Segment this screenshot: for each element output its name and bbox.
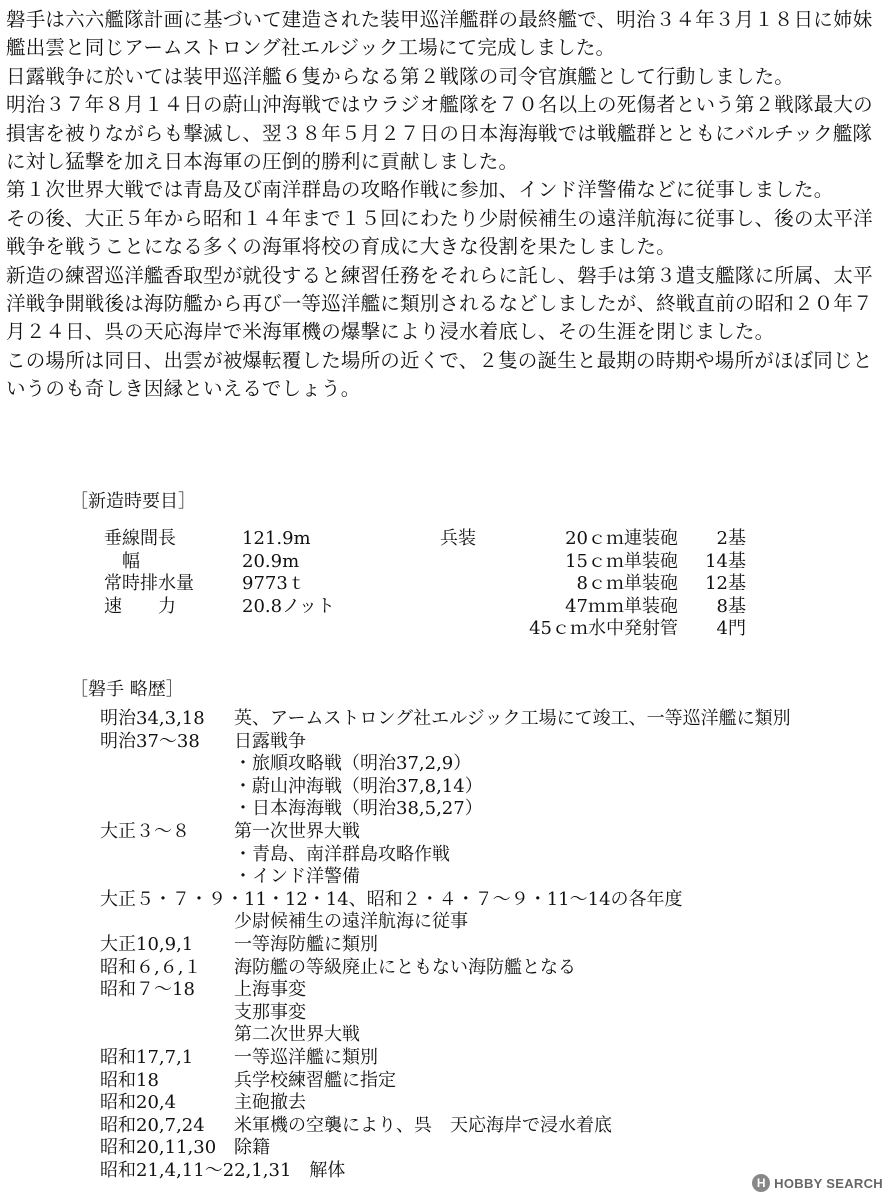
history-row bbox=[100, 1115, 791, 1138]
history-date: 昭和20,7,24 bbox=[100, 1114, 205, 1136]
history-date bbox=[100, 1024, 234, 1047]
history-event: ・蔚山沖海戦（明治37,8,14） bbox=[234, 775, 483, 797]
intro-paragraph-6: 新造の練習巡洋艦香取型が就役すると練習任務をそれらに託し、磐手は第３遣支艦隊に所属、太平洋戦争開戦後は海防艦から再び一等巡洋艦に類別されるなどしましたが、終戦直前の昭和２０年７月２４日、呉の天応海岸で米海軍機の爆撃により浸水着底し、その生涯を閉じました。 bbox=[6, 263, 873, 344]
history-date bbox=[100, 798, 234, 821]
armament-item: 20ｃｍ連装砲 bbox=[565, 528, 678, 549]
history-event: ・青島、南洋群島攻略作戦 bbox=[234, 843, 450, 865]
history-date bbox=[100, 776, 234, 799]
watermark bbox=[752, 1172, 883, 1194]
history-row bbox=[100, 934, 791, 957]
armament-table bbox=[440, 528, 750, 641]
history-event: 少尉候補生の遠洋航海に従事 bbox=[234, 911, 468, 933]
hobby-search-logo-icon: H bbox=[752, 1174, 770, 1192]
history-row bbox=[100, 753, 791, 776]
history-date: 大正３～８ bbox=[100, 820, 190, 842]
armament-row bbox=[440, 551, 750, 574]
spec-row-displacement bbox=[104, 573, 335, 596]
history-row bbox=[100, 911, 791, 934]
history-row bbox=[100, 1137, 791, 1160]
history-row bbox=[100, 1160, 791, 1183]
armament-item: 8ｃｍ単装砲 bbox=[576, 573, 678, 594]
history-row bbox=[100, 1070, 791, 1093]
history-date: 大正５・７・９・11・12・14、昭和２・４・７～９・11～14の各年度 bbox=[100, 888, 683, 910]
watermark-text: HOBBY SEARCH bbox=[774, 1175, 883, 1191]
history-row bbox=[100, 957, 791, 980]
history-row bbox=[100, 708, 791, 731]
spec-label: 速 力 bbox=[104, 595, 176, 617]
history-row bbox=[100, 1092, 791, 1115]
history-title: ［磐手 略歴］ bbox=[70, 679, 184, 700]
history-event: ・インド洋警備 bbox=[234, 866, 360, 888]
intro-text bbox=[6, 6, 886, 404]
history-date bbox=[100, 911, 234, 934]
intro-paragraph-2: 日露戦争に於いては装甲巡洋艦６隻からなる第２戦隊の司令官旗艦として行動しました。 bbox=[6, 64, 795, 88]
spec-row-speed bbox=[104, 596, 335, 619]
history-date: 昭和20,11,30 bbox=[100, 1137, 217, 1159]
history-row bbox=[100, 979, 791, 1002]
history-event: ・旅順攻略戦（明治37,2,9） bbox=[234, 753, 472, 775]
armament-row bbox=[440, 596, 750, 619]
intro-paragraph-1: 磐手は六六艦隊計画に基づいて建造された装甲巡洋艦群の最終艦で、明治３４年３月１８日に姉妹艦出雲と同じアームストロング社エルジック工場にて完成しました。 bbox=[6, 8, 873, 60]
spec-label: 幅 bbox=[104, 550, 140, 572]
spec-value: 20.9m bbox=[242, 550, 300, 572]
history-row bbox=[100, 1002, 791, 1025]
spec-row-beam bbox=[104, 551, 335, 574]
history-date: 昭和６,６,１ bbox=[100, 956, 202, 978]
specs-table bbox=[104, 528, 335, 618]
spec-label: 常時排水量 bbox=[104, 573, 194, 594]
armament-count: 4門 bbox=[716, 618, 746, 639]
history-event: ・日本海海戦（明治38,5,27） bbox=[234, 798, 483, 820]
history-row bbox=[100, 866, 791, 889]
history-row bbox=[100, 844, 791, 867]
history-event: 英、アームストロング社エルジック工場にて竣工、一等巡洋艦に類別 bbox=[234, 708, 791, 729]
history-row bbox=[100, 1047, 791, 1070]
history-row bbox=[100, 776, 791, 799]
history-date: 大正10,9,1 bbox=[100, 933, 194, 955]
armament-count: 8基 bbox=[716, 595, 746, 617]
history-event: 米軍機の空襲により、呉 天応海岸で浸水着底 bbox=[234, 1114, 612, 1136]
history-date bbox=[100, 844, 234, 867]
history-event: 上海事変 bbox=[234, 979, 306, 1001]
spec-value: 20.8ノット bbox=[242, 595, 335, 617]
history-event: 一等海防艦に類別 bbox=[234, 933, 378, 955]
history-date: 昭和17,7,1 bbox=[100, 1046, 194, 1068]
intro-paragraph-7: この場所は同日、出雲が被爆転覆した場所の近くで、２隻の誕生と最期の時期や場所がほぼ同じというのも奇しき因縁といえるでしょう。 bbox=[6, 348, 873, 401]
armament-row bbox=[440, 618, 750, 641]
armament-row bbox=[440, 528, 750, 551]
armament-count: 14基 bbox=[705, 550, 746, 572]
intro-paragraph-5: その後、大正５年から昭和１４年まで１５回にわたり少尉候補生の遠洋航海に従事し、後の太平洋戦争を戦うことになる多くの海軍将校の育成に大きな役割を果たしました。 bbox=[6, 206, 873, 259]
history-date: 昭和21,4,11～22,1,31 解体 bbox=[100, 1159, 346, 1181]
history-row bbox=[100, 798, 791, 821]
armament-item: 47ｍｍ単装砲 bbox=[565, 595, 678, 617]
armament-item: 45ｃｍ水中発射管 bbox=[529, 618, 678, 639]
armament-label: 兵装 bbox=[440, 528, 476, 549]
intro-paragraph-3: 明治３７年８月１４日の蔚山沖海戦ではウラジオ艦隊を７０名以上の死傷者という第２戦隊最大の損害を被りながらも撃滅し、翌３８年５月２７日の日本海海戦では戦艦群とともにバルチック艦隊に対し猛撃を加え日本海軍の圧倒的勝利に貢献しました。 bbox=[6, 93, 873, 174]
history-event: 日露戦争 bbox=[234, 730, 306, 752]
history-date: 昭和７～18 bbox=[100, 979, 195, 1001]
history-row bbox=[100, 731, 791, 754]
history-date bbox=[100, 866, 234, 889]
spec-label: 垂線間長 bbox=[104, 528, 176, 549]
spec-value: 9773ｔ bbox=[242, 573, 306, 594]
history-event: 除籍 bbox=[234, 1137, 270, 1159]
intro-paragraph-4: 第１次世界大戦では青島及び南洋群島の攻略作戦に参加、インド洋警備などに従事しました。 bbox=[6, 178, 834, 202]
history-event: 第一次世界大戦 bbox=[234, 820, 360, 842]
history-list bbox=[100, 708, 791, 1182]
history-event: 海防艦の等級廃止にともない海防艦となる bbox=[234, 956, 576, 978]
history-row bbox=[100, 821, 791, 844]
spec-value: 121.9m bbox=[242, 528, 311, 549]
history-date bbox=[100, 753, 234, 776]
history-date: 昭和18 bbox=[100, 1069, 159, 1091]
history-date: 昭和20,4 bbox=[100, 1092, 177, 1114]
history-event: 兵学校練習艦に指定 bbox=[234, 1069, 396, 1091]
history-row bbox=[100, 889, 791, 912]
history-event: 支那事変 bbox=[234, 1001, 306, 1023]
history-event: 主砲撤去 bbox=[234, 1092, 306, 1114]
specs-title: ［新造時要目］ bbox=[70, 491, 196, 512]
history-event: 第二次世界大戦 bbox=[234, 1024, 360, 1046]
history-date bbox=[100, 1002, 234, 1025]
armament-item: 15ｃｍ単装砲 bbox=[565, 550, 678, 572]
armament-row bbox=[440, 573, 750, 596]
armament-count: 2基 bbox=[716, 528, 746, 549]
history-row bbox=[100, 1024, 791, 1047]
history-date: 明治34,3,18 bbox=[100, 708, 205, 729]
armament-count: 12基 bbox=[705, 573, 746, 594]
history-event: 一等巡洋艦に類別 bbox=[234, 1046, 378, 1068]
history-date: 明治37～38 bbox=[100, 730, 200, 752]
spec-row-length bbox=[104, 528, 335, 551]
